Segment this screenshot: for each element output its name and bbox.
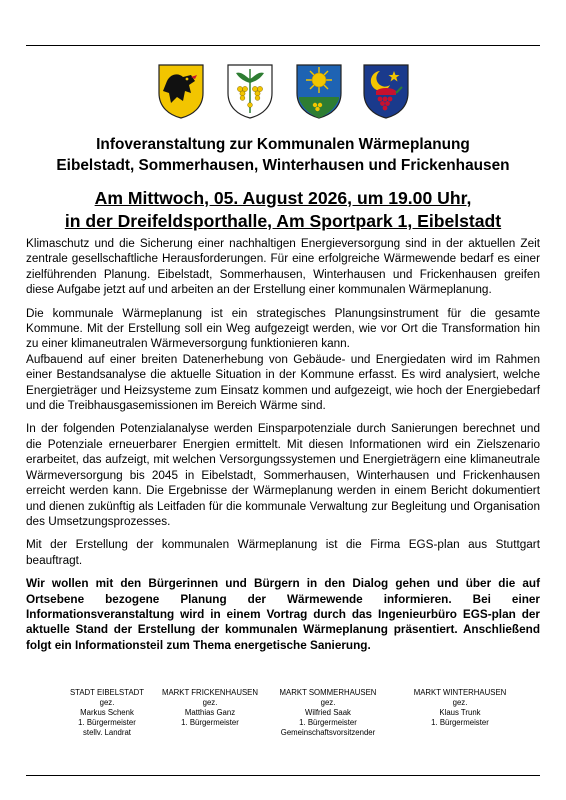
paragraph-analysis: Aufbauend auf einer breiten Datenerhebung von Gebäude- und Energiedaten wird im Rahmen einer Bestandsanalyse die aktuelle Situation in der Kommune erfasst. Es wird analysiert, welche Energieträger und Heizsysteme zum Einsatz kommen und aufgezeigt, wie hoch der Energiebedarf und die Treibhausgasemissionen im Bereich Wärme sind. [26, 352, 540, 413]
paragraph-intro: Klimaschutz und die Sicherung einer nachhaltigen Energieversorgung sind in der aktuellen Zeit zentrale gesellschaftliche Herausforderungen. Für eine erfolgreiche Wärmewende bedarf es einer zielführenden Planung. Eibelstadt, Sommerhausen, Winterhausen und Frickenhausen greifen diese Aufgabe jetzt auf und arbeiten an der Erstellung einer kommunalen Wärmeplanung. [26, 237, 540, 297]
signature-name: Markus Schenk [80, 708, 134, 717]
eibelstadt-crest-icon [157, 63, 205, 119]
event-location-line: in der Dreifeldsporthalle, Am Sportpark 1, Eibelstadt [64, 211, 502, 231]
winterhausen-crest-icon [362, 63, 410, 119]
signature-role: 1. Bürgermeister [78, 718, 136, 727]
signature-frickenhausen [145, 688, 275, 728]
event-info [20, 187, 546, 233]
signature-municipality: MARKT WINTERHAUSEN [413, 688, 507, 697]
signature-municipality: STADT EIBELSTADT [69, 688, 145, 697]
signature-name: Matthias Ganz [184, 708, 236, 717]
sommerhausen-crest-icon [295, 63, 343, 119]
paragraph-definition: Die kommunale Wärmeplanung ist ein strategisches Planungsinstrument für die gesamte Kommune. Mit der Erstellung soll ein Weg aufgezeigt werden, wie vor Ort die Transformation hin zu einer klimaneutralen Wärmeversorgung funktionieren kann. [26, 306, 540, 351]
signature-gez: gez. [202, 698, 218, 707]
signature-role: 1. Bürgermeister [431, 718, 489, 727]
frickenhausen-crest-icon [226, 63, 274, 119]
paragraph-potential: In der folgenden Potenzialanalyse werden Einsparpotenziale durch Sanierungen berechnet und die Potenziale erneuerbarer Energien ermittelt. Mit diesen Informationen wird ein Zielszenario erarbeitet, das aufzeigt, mit welchen Versorgungssystemen und Energieträgern eine klimaneutrale Wärmeversorgung bis 2045 in Eibelstadt, Sommerhausen, Winterhausen und Frickenhausen erreicht werden kann. Die Ergebnisse der Wärmeplanung werden in einem Bericht dokumentiert und dienen zukünftig als Leitfaden für die kommunale Verwaltung zur Begleitung und Organisation des Umsetzungsprozesses. [26, 422, 540, 528]
signature-winterhausen [395, 688, 525, 728]
title-line-2: Eibelstadt, Sommerhausen, Winterhausen und Frickenhausen [56, 157, 510, 174]
paragraph-contractor: Mit der Erstellung der kommunalen Wärmeplanung ist die Firma EGS-plan aus Stuttgart beauftragt. [26, 538, 540, 567]
top-rule [26, 45, 540, 46]
body-text [26, 236, 540, 661]
page-title [20, 134, 546, 176]
bottom-rule [26, 775, 540, 776]
signature-gez: gez. [320, 698, 336, 707]
paragraph-invitation: Wir wollen mit den Bürgerinnen und Bürgern in den Dialog gehen und über die auf Ortsebene bezogene Planung der Wärmewende informieren. Bei einer Informationsveranstaltung wird in einem Vortrag durch das Ingenieurbüro EGS-plan der aktuelle Stand der Erstellung der kommunalen Wärmeplanung präsentiert. Anschließend folgt ein Informationsteil zum Thema energetische Sanierung. [26, 577, 540, 652]
signature-municipality: MARKT SOMMERHAUSEN [279, 688, 377, 697]
signature-name: Wilfried Saak [305, 708, 351, 717]
signature-block [0, 688, 566, 748]
signature-name: Klaus Trunk [439, 708, 481, 717]
signature-role: 1. Bürgermeister [299, 718, 357, 727]
title-line-1: Infoveranstaltung zur Kommunalen Wärmeplanung [96, 136, 470, 153]
signature-extra: stellv. Landrat [83, 728, 131, 737]
crest-row [0, 63, 566, 123]
signature-role: 1. Bürgermeister [181, 718, 239, 727]
signature-municipality: MARKT FRICKENHAUSEN [161, 688, 259, 697]
signature-sommerhausen [263, 688, 393, 738]
signature-extra: Gemeinschaftsvorsitzender [280, 728, 376, 737]
signature-gez: gez. [99, 698, 115, 707]
event-date-line: Am Mittwoch, 05. August 2026, um 19.00 Uhr, [94, 188, 472, 208]
signature-gez: gez. [452, 698, 468, 707]
